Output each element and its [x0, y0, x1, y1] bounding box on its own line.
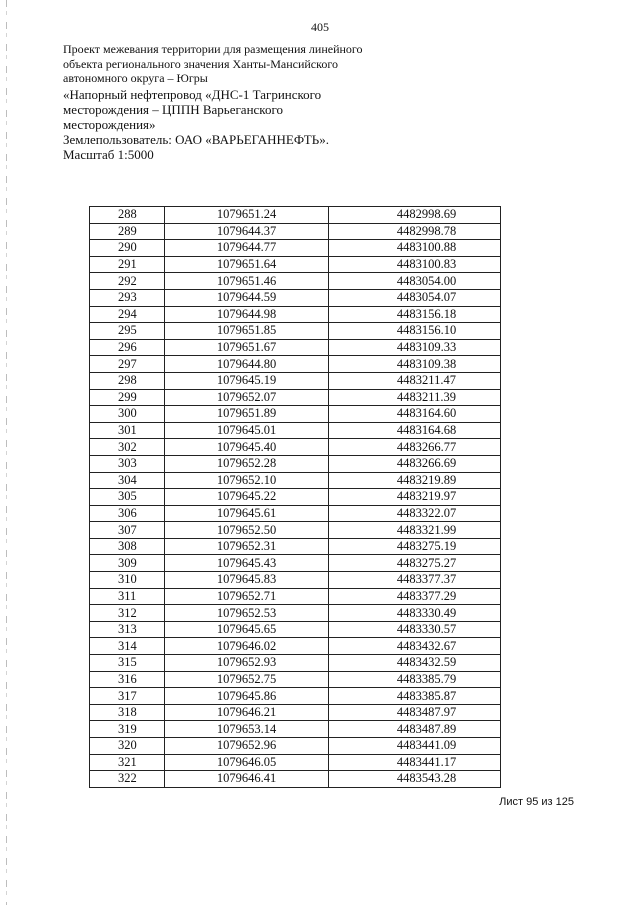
project-title	[63, 42, 383, 86]
x-coordinate-cell: 1079644.98	[165, 306, 329, 323]
y-coordinate-cell: 4483322.07	[329, 505, 501, 522]
point-number-cell: 296	[90, 339, 165, 356]
table-row	[90, 455, 501, 472]
project-title-line: автономного округа – Югры	[63, 71, 208, 85]
x-coordinate-cell: 1079653.14	[165, 721, 329, 738]
y-coordinate-cell: 4483164.60	[329, 406, 501, 423]
sheet-number: Лист 95 из 125	[499, 796, 574, 808]
x-coordinate-cell: 1079645.01	[165, 422, 329, 439]
y-coordinate-cell: 4483377.29	[329, 588, 501, 605]
project-title-line: Проект межевания территории для размещения линейного	[63, 42, 363, 56]
point-number-cell: 301	[90, 422, 165, 439]
point-number-cell: 293	[90, 289, 165, 306]
table-row	[90, 605, 501, 622]
x-coordinate-cell: 1079645.83	[165, 572, 329, 589]
table-row	[90, 356, 501, 373]
y-coordinate-cell: 4483109.33	[329, 339, 501, 356]
table-row	[90, 240, 501, 257]
table-row	[90, 489, 501, 506]
y-coordinate-cell: 4483377.37	[329, 572, 501, 589]
y-coordinate-cell: 4483487.89	[329, 721, 501, 738]
x-coordinate-cell: 1079644.80	[165, 356, 329, 373]
x-coordinate-cell: 1079646.02	[165, 638, 329, 655]
point-number-cell: 309	[90, 555, 165, 572]
x-coordinate-cell: 1079652.28	[165, 455, 329, 472]
point-number-cell: 322	[90, 771, 165, 788]
point-number-cell: 308	[90, 538, 165, 555]
table-row	[90, 555, 501, 572]
table-row	[90, 655, 501, 672]
y-coordinate-cell: 4483266.77	[329, 439, 501, 456]
x-coordinate-cell: 1079652.96	[165, 738, 329, 755]
table-row	[90, 406, 501, 423]
point-number-cell: 294	[90, 306, 165, 323]
point-number-cell: 290	[90, 240, 165, 257]
table-row	[90, 273, 501, 290]
x-coordinate-cell: 1079646.41	[165, 771, 329, 788]
point-number-cell: 292	[90, 273, 165, 290]
y-coordinate-cell: 4482998.78	[329, 223, 501, 240]
table-row	[90, 638, 501, 655]
scan-edge-artifact	[6, 0, 7, 905]
y-coordinate-cell: 4483487.97	[329, 704, 501, 721]
land-user: Землепользователь: ОАО «ВАРЬЕГАННЕФТЬ».	[63, 131, 329, 147]
y-coordinate-cell: 4483156.10	[329, 323, 501, 340]
table-row	[90, 671, 501, 688]
x-coordinate-cell: 1079644.77	[165, 240, 329, 257]
point-number-cell: 303	[90, 455, 165, 472]
point-number-cell: 302	[90, 439, 165, 456]
x-coordinate-cell: 1079651.64	[165, 256, 329, 273]
x-coordinate-cell: 1079652.31	[165, 538, 329, 555]
point-number-cell: 313	[90, 621, 165, 638]
point-number-cell: 321	[90, 754, 165, 771]
pipeline-name	[63, 87, 383, 132]
y-coordinate-cell: 4483441.17	[329, 754, 501, 771]
x-coordinate-cell: 1079646.05	[165, 754, 329, 771]
point-number-cell: 299	[90, 389, 165, 406]
document-header	[63, 42, 383, 162]
point-number-cell: 317	[90, 688, 165, 705]
table-row	[90, 339, 501, 356]
point-number-cell: 319	[90, 721, 165, 738]
point-number-cell: 316	[90, 671, 165, 688]
y-coordinate-cell: 4483330.49	[329, 605, 501, 622]
x-coordinate-cell: 1079645.43	[165, 555, 329, 572]
y-coordinate-cell: 4483156.18	[329, 306, 501, 323]
x-coordinate-cell: 1079652.10	[165, 472, 329, 489]
page-number: 405	[311, 20, 329, 34]
x-coordinate-cell: 1079652.93	[165, 655, 329, 672]
y-coordinate-cell: 4483266.69	[329, 455, 501, 472]
point-number-cell: 289	[90, 223, 165, 240]
table-row	[90, 754, 501, 771]
x-coordinate-cell: 1079651.24	[165, 207, 329, 224]
point-number-cell: 291	[90, 256, 165, 273]
y-coordinate-cell: 4482998.69	[329, 207, 501, 224]
project-title-line: объекта регионального значения Ханты-Мансийского	[63, 56, 338, 71]
table-row	[90, 389, 501, 406]
table-row	[90, 207, 501, 224]
point-number-cell: 297	[90, 356, 165, 373]
table-row	[90, 372, 501, 389]
x-coordinate-cell: 1079651.85	[165, 323, 329, 340]
y-coordinate-cell: 4483321.99	[329, 522, 501, 539]
table-row	[90, 472, 501, 489]
table-row	[90, 289, 501, 306]
x-coordinate-cell: 1079652.53	[165, 605, 329, 622]
pipeline-name-line: месторождения – ЦППН Варьеганского	[63, 101, 283, 117]
point-number-cell: 310	[90, 572, 165, 589]
x-coordinate-cell: 1079645.65	[165, 621, 329, 638]
y-coordinate-cell: 4483109.38	[329, 356, 501, 373]
x-coordinate-cell: 1079652.50	[165, 522, 329, 539]
x-coordinate-cell: 1079651.46	[165, 273, 329, 290]
table-row	[90, 771, 501, 788]
coordinates-table-body	[90, 207, 501, 788]
y-coordinate-cell: 4483275.27	[329, 555, 501, 572]
coordinates-table	[89, 206, 501, 788]
table-row	[90, 721, 501, 738]
point-number-cell: 307	[90, 522, 165, 539]
table-row	[90, 688, 501, 705]
y-coordinate-cell: 4483164.68	[329, 422, 501, 439]
x-coordinate-cell: 1079651.89	[165, 406, 329, 423]
table-row	[90, 505, 501, 522]
pipeline-name-line: «Напорный нефтепровод «ДНС-1 Тагринского	[63, 86, 322, 102]
x-coordinate-cell: 1079652.07	[165, 389, 329, 406]
x-coordinate-cell: 1079651.67	[165, 339, 329, 356]
x-coordinate-cell: 1079645.40	[165, 439, 329, 456]
x-coordinate-cell: 1079645.61	[165, 505, 329, 522]
y-coordinate-cell: 4483100.83	[329, 256, 501, 273]
y-coordinate-cell: 4483543.28	[329, 771, 501, 788]
point-number-cell: 314	[90, 638, 165, 655]
x-coordinate-cell: 1079645.19	[165, 372, 329, 389]
table-row	[90, 306, 501, 323]
y-coordinate-cell: 4483275.19	[329, 538, 501, 555]
y-coordinate-cell: 4483054.07	[329, 289, 501, 306]
y-coordinate-cell: 4483211.47	[329, 372, 501, 389]
x-coordinate-cell: 1079646.21	[165, 704, 329, 721]
table-row	[90, 323, 501, 340]
scale-label: Масштаб 1:5000	[63, 146, 154, 162]
point-number-cell: 305	[90, 489, 165, 506]
point-number-cell: 311	[90, 588, 165, 605]
y-coordinate-cell: 4483219.97	[329, 489, 501, 506]
x-coordinate-cell: 1079645.22	[165, 489, 329, 506]
y-coordinate-cell: 4483432.59	[329, 655, 501, 672]
y-coordinate-cell: 4483219.89	[329, 472, 501, 489]
point-number-cell: 318	[90, 704, 165, 721]
table-row	[90, 621, 501, 638]
table-row	[90, 704, 501, 721]
y-coordinate-cell: 4483385.87	[329, 688, 501, 705]
x-coordinate-cell: 1079652.71	[165, 588, 329, 605]
y-coordinate-cell: 4483211.39	[329, 389, 501, 406]
table-row	[90, 738, 501, 755]
table-row	[90, 439, 501, 456]
point-number-cell: 306	[90, 505, 165, 522]
point-number-cell: 304	[90, 472, 165, 489]
y-coordinate-cell: 4483054.00	[329, 273, 501, 290]
table-row	[90, 588, 501, 605]
point-number-cell: 288	[90, 207, 165, 224]
table-row	[90, 538, 501, 555]
point-number-cell: 298	[90, 372, 165, 389]
point-number-cell: 315	[90, 655, 165, 672]
y-coordinate-cell: 4483441.09	[329, 738, 501, 755]
point-number-cell: 320	[90, 738, 165, 755]
y-coordinate-cell: 4483100.88	[329, 240, 501, 257]
pipeline-name-line: месторождения»	[63, 116, 156, 132]
y-coordinate-cell: 4483432.67	[329, 638, 501, 655]
x-coordinate-cell: 1079645.86	[165, 688, 329, 705]
table-row	[90, 572, 501, 589]
x-coordinate-cell: 1079644.59	[165, 289, 329, 306]
point-number-cell: 295	[90, 323, 165, 340]
point-number-cell: 312	[90, 605, 165, 622]
table-row	[90, 256, 501, 273]
x-coordinate-cell: 1079644.37	[165, 223, 329, 240]
y-coordinate-cell: 4483385.79	[329, 671, 501, 688]
x-coordinate-cell: 1079652.75	[165, 671, 329, 688]
table-row	[90, 422, 501, 439]
point-number-cell: 300	[90, 406, 165, 423]
y-coordinate-cell: 4483330.57	[329, 621, 501, 638]
table-row	[90, 522, 501, 539]
table-row	[90, 223, 501, 240]
